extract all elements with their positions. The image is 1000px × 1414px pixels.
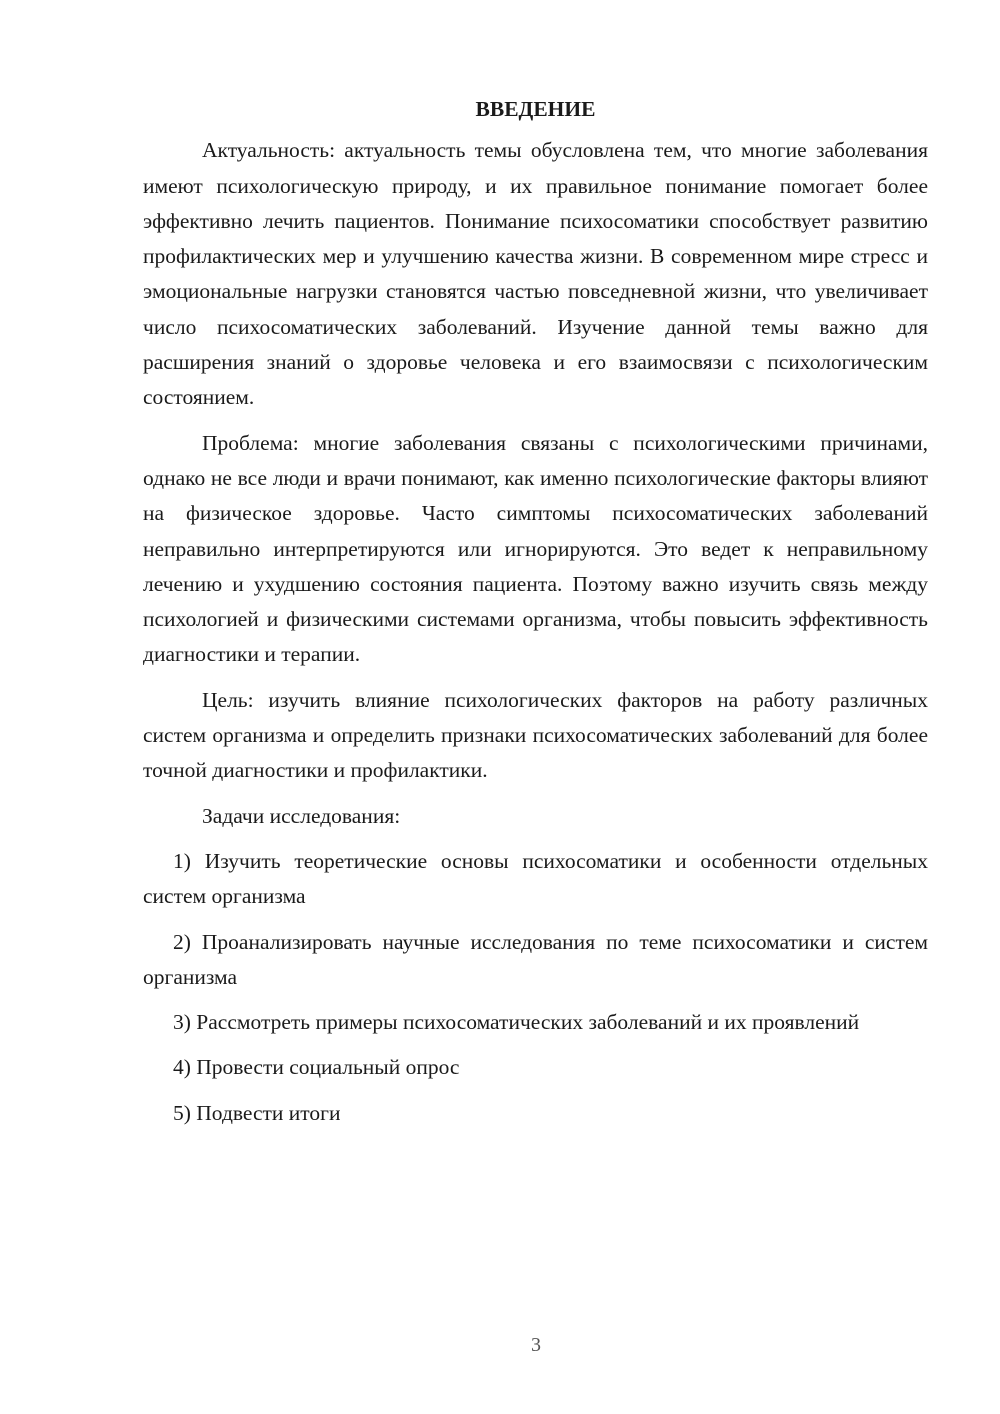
paragraph-goal: Цель: изучить влияние психологических факторов на работу различных систем организма и определить признаки психосоматических заболеваний для более точной диагностики и профилактики. (143, 687, 928, 783)
task-item: 2) Проанализировать научные исследования по теме психосоматики и систем организма (143, 929, 928, 989)
tasks-heading: Задачи исследования: (202, 803, 401, 828)
task-item: 4) Провести социальный опрос (173, 1055, 460, 1080)
task-list (143, 844, 928, 1131)
paragraph-problem: Проблема: многие заболевания связаны с психологическими причинами, однако не все люди и врачи понимают, как именно психологические факторы влияют на физическое здоровье. Часто симптомы психосоматических заболеваний неправильно интерпретируются или игнорируются. Это ведет к неправильному лечению и ухудшению состояния пациента. Поэтому важно изучить связь между психологией и физическими системами организма, чтобы повысить эффективность диагностики и терапии. (143, 430, 928, 667)
task-item: 3) Рассмотреть примеры психосоматических заболеваний и их проявлений (173, 1010, 860, 1035)
document-page (143, 92, 928, 1131)
task-item: 1) Изучить теоретические основы психосоматики и особенности отдельных систем организма (143, 848, 928, 909)
page-title: ВВЕДЕНИЕ (475, 97, 596, 121)
page-number: 3 (531, 1334, 541, 1356)
task-item: 5) Подвести итоги (173, 1100, 341, 1125)
paragraph-relevance: Актуальность: актуальность темы обусловлена тем, что многие заболевания имеют психологическую природу, и их правильное понимание помогает более эффективно лечить пациентов. Понимание психосоматики способствует развитию профилактических мер и улучшению качества жизни. В современном мире стресс и эмоциональные нагрузки становятся частью повседневной жизни, что увеличивает число психосоматических заболеваний. Изучение данной темы важно для расширения знаний о здоровье человека и его взаимосвязи с психологическим состоянием. (143, 138, 928, 410)
